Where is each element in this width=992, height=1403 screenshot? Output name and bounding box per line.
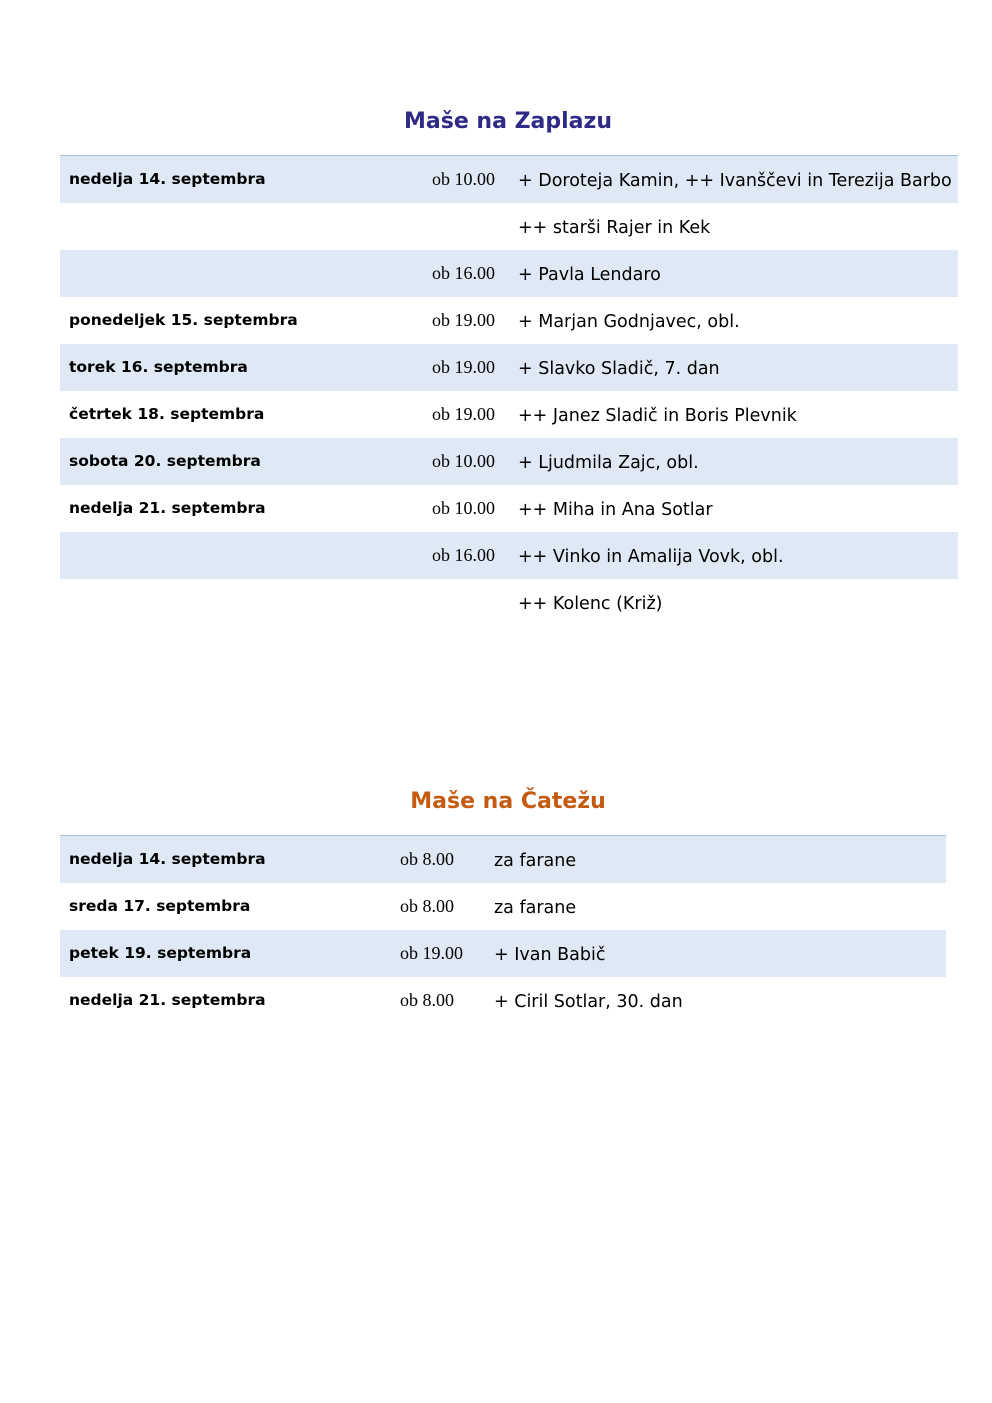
day-cell: ponedeljek 15. septembra bbox=[69, 311, 298, 329]
day-cell: nedelja 21. septembra bbox=[69, 991, 266, 1009]
time-cell: ob 19.00 bbox=[432, 404, 495, 424]
intention-cell: ++ Janez Sladič in Boris Plevnik bbox=[518, 406, 797, 426]
intention-cell: ++ Miha in Ana Sotlar bbox=[518, 500, 713, 520]
intention-cell: ++ Kolenc (Križ) bbox=[518, 594, 663, 614]
table-row bbox=[60, 203, 958, 250]
table-row bbox=[60, 579, 958, 626]
table-row bbox=[60, 438, 958, 485]
day-cell: sobota 20. septembra bbox=[69, 452, 261, 470]
catez-title: Maše na Čatežu bbox=[410, 789, 606, 814]
day-cell: četrtek 18. septembra bbox=[69, 405, 265, 423]
table-row bbox=[60, 250, 958, 297]
table-row bbox=[60, 532, 958, 579]
table-row bbox=[60, 883, 946, 930]
table-row bbox=[60, 344, 958, 391]
time-cell: ob 10.00 bbox=[432, 451, 495, 471]
day-cell: sreda 17. septembra bbox=[69, 897, 251, 915]
table-row bbox=[60, 977, 946, 1024]
intention-cell: ++ starši Rajer in Kek bbox=[518, 218, 711, 238]
intention-cell: ++ Vinko in Amalija Vovk, obl. bbox=[518, 547, 784, 567]
time-cell: ob 10.00 bbox=[432, 498, 495, 518]
day-cell: nedelja 14. septembra bbox=[69, 170, 266, 188]
intention-cell: + Ciril Sotlar, 30. dan bbox=[494, 992, 683, 1012]
intention-cell: + Slavko Sladič, 7. dan bbox=[518, 359, 720, 379]
intention-cell: + Ljudmila Zajc, obl. bbox=[518, 453, 699, 473]
table-row bbox=[60, 391, 958, 438]
catez-schedule-table bbox=[60, 835, 946, 1024]
intention-cell: + Doroteja Kamin, ++ Ivanščevi in Terezija Barbo bbox=[518, 171, 952, 191]
intention-cell: za farane bbox=[494, 898, 577, 918]
time-cell: ob 16.00 bbox=[432, 263, 495, 283]
time-cell: ob 19.00 bbox=[400, 943, 463, 963]
time-cell: ob 8.00 bbox=[400, 990, 454, 1010]
time-cell: ob 19.00 bbox=[432, 357, 495, 377]
time-cell: ob 8.00 bbox=[400, 896, 454, 916]
day-cell: torek 16. septembra bbox=[69, 358, 248, 376]
time-cell: ob 8.00 bbox=[400, 849, 454, 869]
intention-cell: za farane bbox=[494, 851, 577, 871]
time-cell: ob 16.00 bbox=[432, 545, 495, 565]
zaplaz-schedule-table bbox=[60, 155, 958, 626]
intention-cell: + Ivan Babič bbox=[494, 945, 606, 965]
intention-cell: + Marjan Godnjavec, obl. bbox=[518, 312, 740, 332]
table-row bbox=[60, 485, 958, 532]
zaplaz-title: Maše na Zaplazu bbox=[404, 109, 612, 134]
day-cell: nedelja 14. septembra bbox=[69, 850, 266, 868]
table-row bbox=[60, 930, 946, 977]
table-row bbox=[60, 836, 946, 883]
time-cell: ob 10.00 bbox=[432, 169, 495, 189]
day-cell: nedelja 21. septembra bbox=[69, 499, 266, 517]
table-row bbox=[60, 297, 958, 344]
time-cell: ob 19.00 bbox=[432, 310, 495, 330]
day-cell: petek 19. septembra bbox=[69, 944, 252, 962]
table-row bbox=[60, 156, 958, 203]
intention-cell: + Pavla Lendaro bbox=[518, 265, 661, 285]
